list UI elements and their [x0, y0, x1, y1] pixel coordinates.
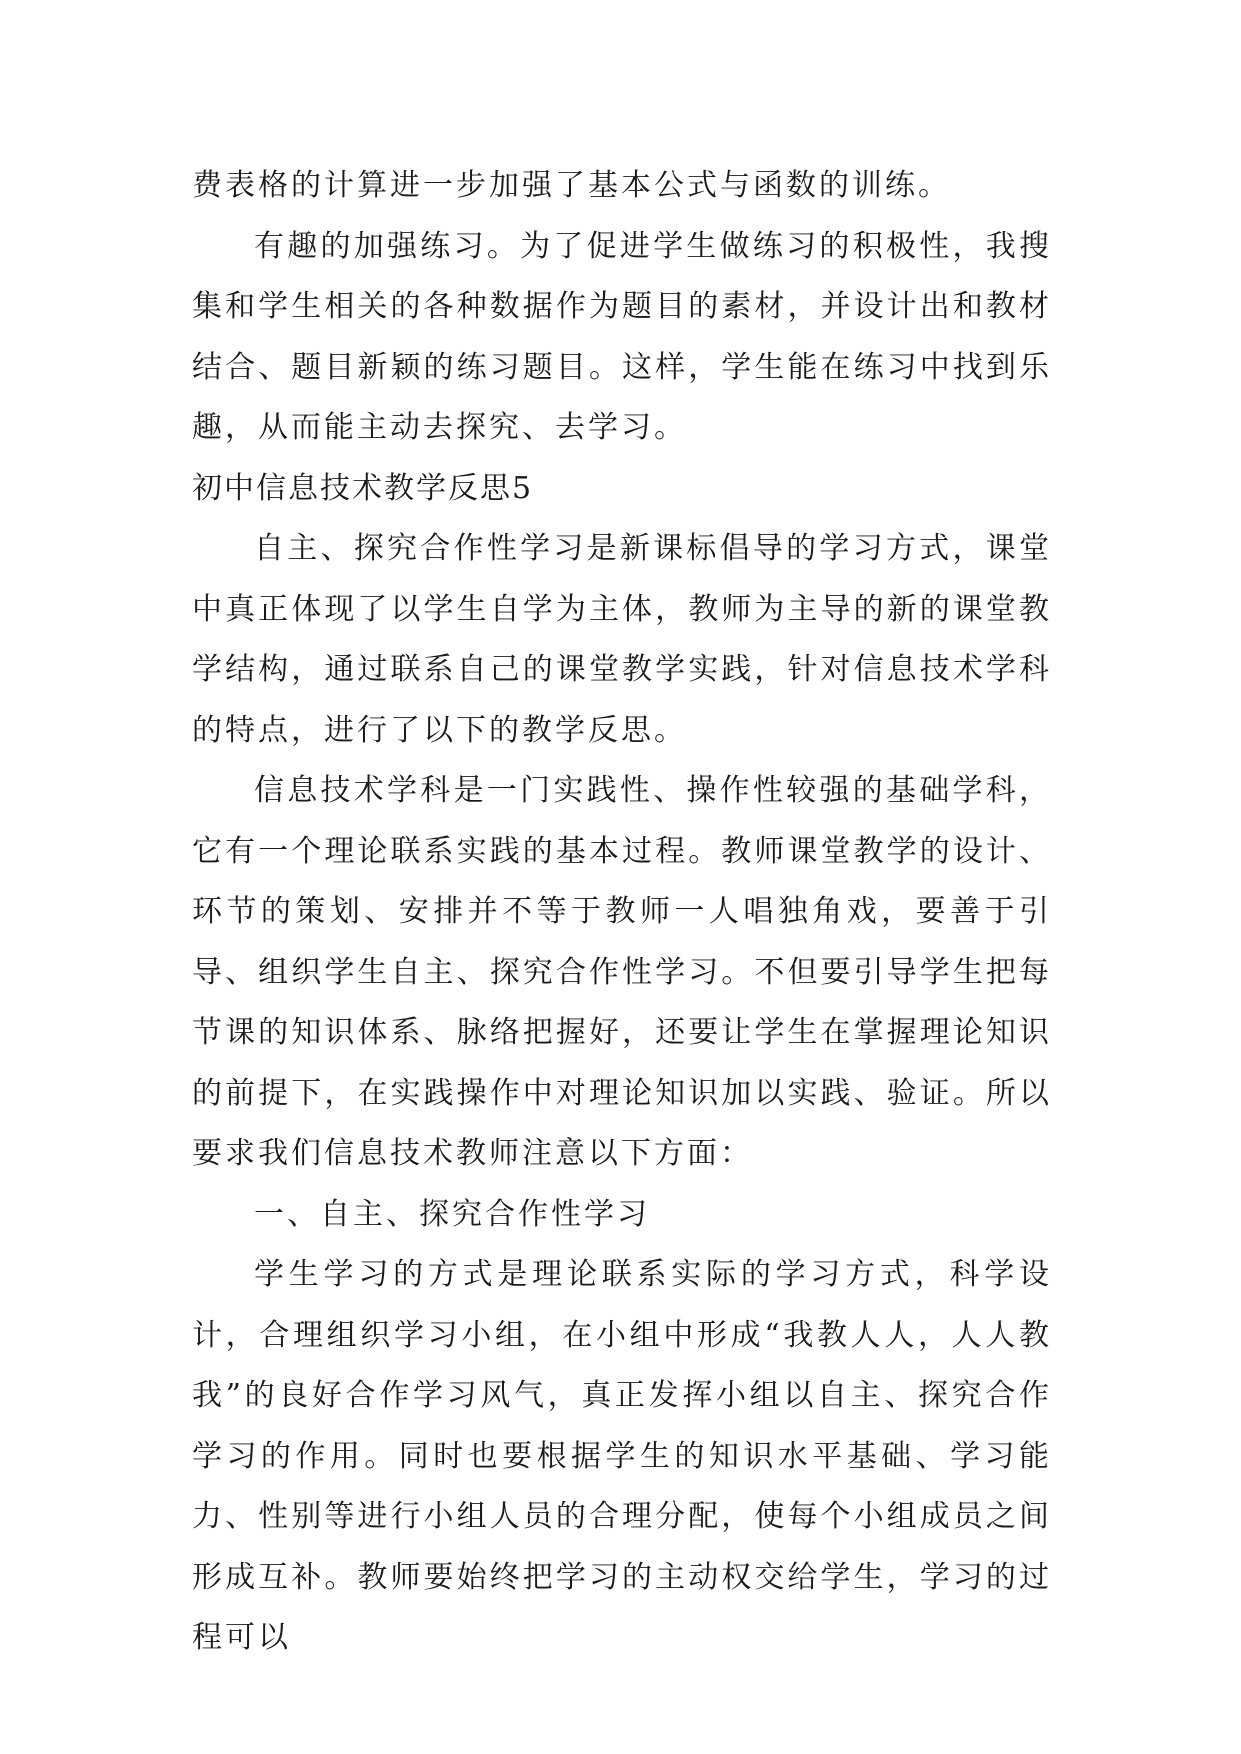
subheading-one: 一、自主、探究合作性学习	[254, 1196, 650, 1232]
paragraph-subject: 信息技术学科是一门实践性、操作性较强的基础学科，它有一个理论联系实践的基本过程。教师课堂教学的设计、环节的策划、安排并不等于教师一人唱独角戏，要善于引导、组织学生自主、探究合作性学习。不但要引导学生把每节课的知识体系、脉络把握好，还要让学生在掌握理论知识的前提下，在实践操作中对理论知识加以实践、验证。所以要求我们信息技术教师注意以下方面：	[192, 773, 1052, 1171]
paragraph-learning-method: 学生学习的方式是理论联系实际的学习方式，科学设计，合理组织学习小组，在小组中形成“我教人人，人人教我”的良好合作学习风气，真正发挥小组以自主、探究合作学习的作用。同时也要根据学生的知识水平基础、学习能力、性别等进行小组人员的合理分配，使每个小组成员之间形成互补。教师要始终把学习的主动权交给学生，学习的过程可以	[192, 1257, 1052, 1655]
document-body	[192, 156, 1052, 1669]
paragraph-intro: 自主、探究合作性学习是新课标倡导的学习方式，课堂中真正体现了以学生自学为主体，教师为主导的新的课堂教学结构，通过联系自己的课堂教学实践，针对信息技术学科的特点，进行了以下的教学反思。	[192, 531, 1052, 748]
paragraph-continuation: 费表格的计算进一步加强了基本公式与函数的训练。	[192, 168, 951, 203]
paragraph-practice: 有趣的加强练习。为了促进学生做练习的积极性，我搜集和学生相关的各种数据作为题目的素材，并设计出和教材结合、题目新颖的练习题目。这样，学生能在练习中找到乐趣，从而能主动去探究、去学习。	[192, 228, 1052, 445]
section-heading: 初中信息技术教学反思5	[192, 470, 534, 506]
